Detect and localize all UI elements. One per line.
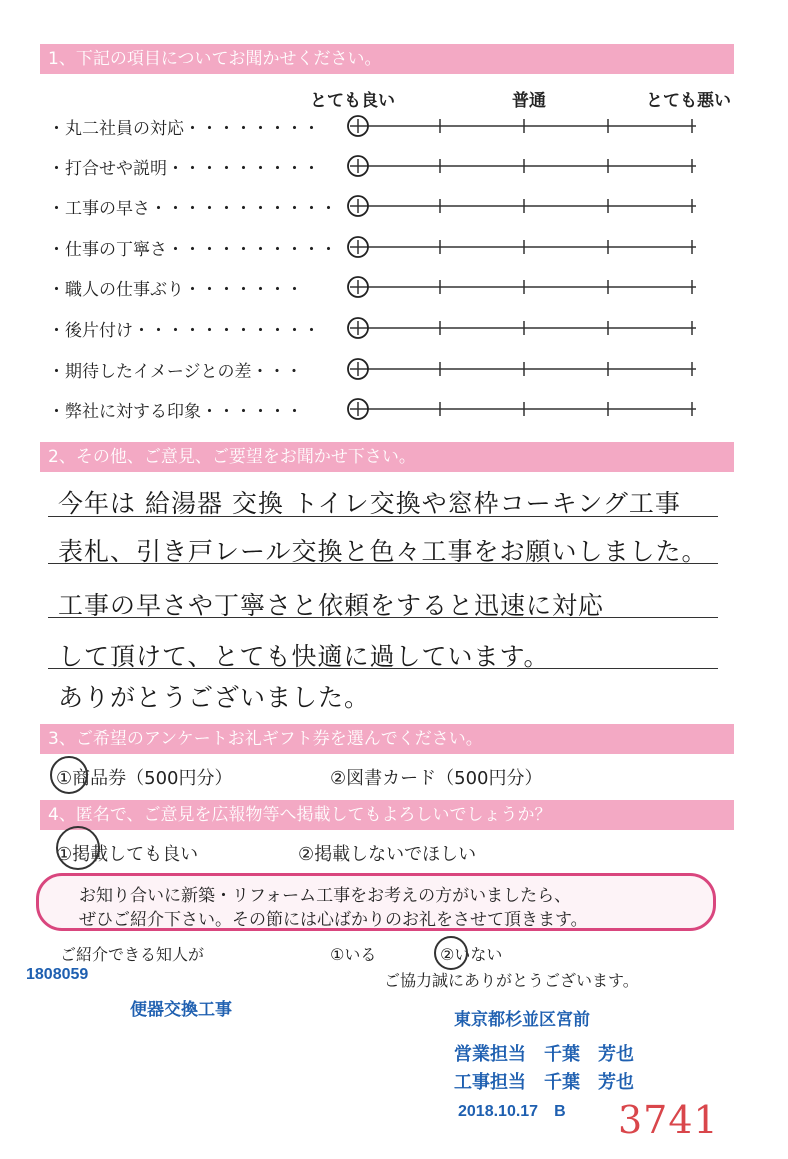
thanks-text: ご協力誠にありがとうございます。 bbox=[384, 971, 639, 990]
comment-line: 工事の早さや丁寧さと依頼をすると迅速に対応 bbox=[58, 591, 605, 620]
handwritten-number: 3741 bbox=[618, 1098, 719, 1142]
scale-label-neutral: 普通 bbox=[512, 91, 546, 111]
sales-staff: 営業担当 千葉 芳也 bbox=[454, 1044, 634, 1064]
rating-item-label: ・弊社に対する印象・・・・・・ bbox=[48, 402, 303, 422]
section4-header: 4、匿名で、ご意見を広報物等へ掲載してもよろしいでしょうか？ bbox=[40, 800, 734, 830]
rating-scale[interactable] bbox=[340, 232, 710, 262]
gift-option-tosho-card[interactable]: ②図書カード（500円分） bbox=[330, 768, 543, 789]
promo-line: お知り合いに新築・リフォーム工事をお考えの方がいましたら、 bbox=[79, 886, 572, 906]
rating-scale[interactable] bbox=[340, 111, 710, 141]
address: 東京都杉並区宮前 bbox=[454, 1010, 590, 1029]
rating-item-label: ・打合せや説明・・・・・・・・・ bbox=[48, 159, 320, 179]
section1-header: 1、下記の項目についてお聞かせください。 bbox=[40, 44, 734, 74]
rating-scale[interactable] bbox=[340, 191, 710, 221]
section3-header: 3、ご希望のアンケートお礼ギフト券を選んでください。 bbox=[40, 724, 734, 754]
referral-option-no[interactable]: ②いない bbox=[440, 945, 503, 964]
rating-scale[interactable] bbox=[340, 151, 710, 181]
work-type: 便器交換工事 bbox=[130, 1000, 232, 1019]
rating-item-label: ・後片付け・・・・・・・・・・・ bbox=[48, 321, 320, 341]
rating-scale[interactable] bbox=[340, 313, 710, 343]
section2-header: 2、その他、ご意見、ご要望をお聞かせ下さい。 bbox=[40, 442, 734, 472]
comment-line: 今年は 給湯器 交換 トイレ交換や窓枠コーキング工事 bbox=[58, 489, 681, 518]
referral-promo-box bbox=[36, 873, 716, 931]
promo-line: ぜひご紹介下さい。その節には心ばかりのお礼をさせて頂きます。 bbox=[79, 910, 588, 930]
rating-scale[interactable] bbox=[340, 272, 710, 302]
rating-scale[interactable] bbox=[340, 354, 710, 384]
referral-label: ご紹介できる知人が bbox=[60, 945, 205, 964]
scale-label-good: とても良い bbox=[310, 91, 395, 111]
publish-option-no[interactable]: ②掲載しないでほしい bbox=[298, 844, 477, 865]
rating-scale[interactable] bbox=[340, 394, 710, 424]
rating-item-label: ・丸二社員の対応・・・・・・・・ bbox=[48, 119, 320, 139]
selected-mark bbox=[56, 826, 100, 870]
record-id: 1808059 bbox=[26, 966, 89, 983]
gift-option-shohinken[interactable]: ①商品券（500円分） bbox=[56, 768, 233, 789]
date-stamp: 2018.10.17 B bbox=[458, 1103, 566, 1120]
referral-option-yes[interactable]: ①いる bbox=[330, 945, 377, 964]
comment-line: して頂けて、とても快適に過しています。 bbox=[58, 642, 550, 671]
scale-label-bad: とても悪い bbox=[646, 91, 731, 111]
rating-item-label: ・工事の早さ・・・・・・・・・・・ bbox=[48, 199, 337, 219]
construction-staff: 工事担当 千葉 芳也 bbox=[454, 1072, 634, 1092]
comment-line: ありがとうございました。 bbox=[58, 683, 371, 712]
publish-option-yes[interactable]: ①掲載しても良い bbox=[56, 844, 199, 865]
rating-item-label: ・期待したイメージとの差・・・ bbox=[48, 362, 303, 382]
rating-item-label: ・仕事の丁寧さ・・・・・・・・・・ bbox=[48, 240, 337, 260]
rating-item-label: ・職人の仕事ぶり・・・・・・・ bbox=[48, 280, 303, 300]
comment-line: 表札、引き戸レール交換と色々工事をお願いしました。 bbox=[58, 537, 708, 566]
selected-mark bbox=[434, 936, 468, 970]
selected-mark bbox=[50, 756, 88, 794]
